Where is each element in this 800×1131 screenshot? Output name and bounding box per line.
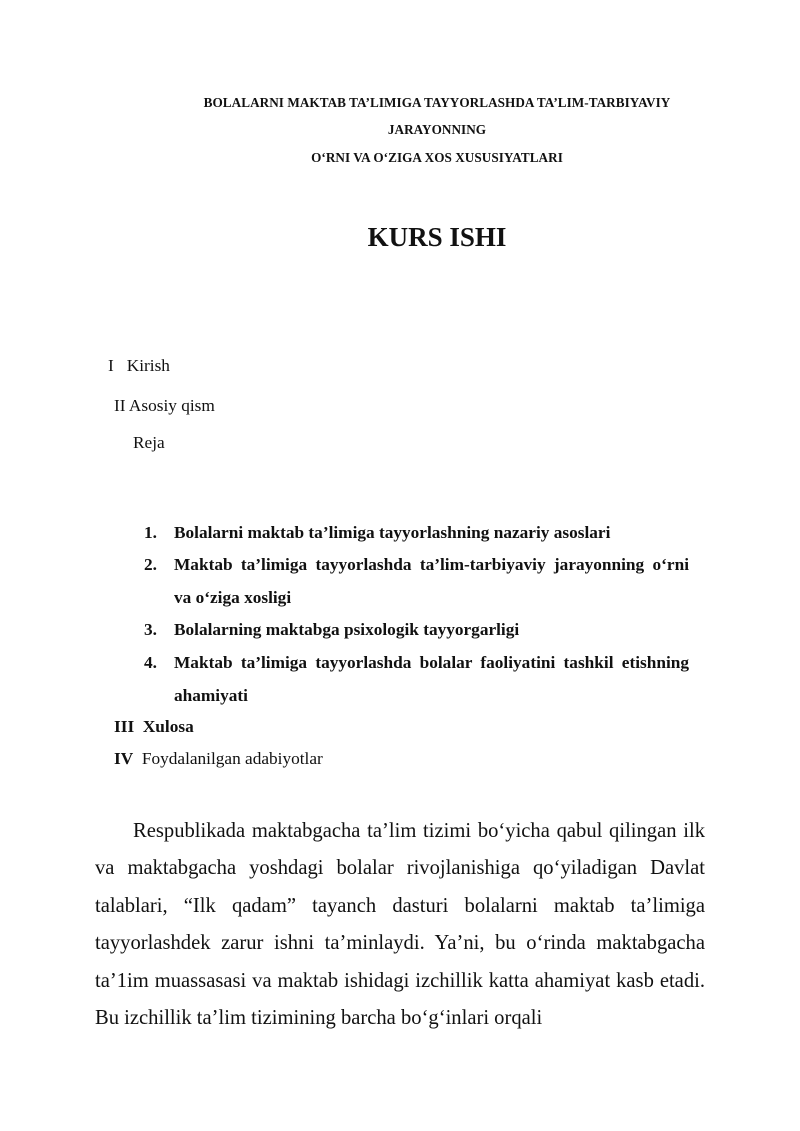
- section-xulosa: [114, 717, 194, 737]
- section-adabiyotlar-number: IV: [114, 749, 134, 768]
- section-adabiyotlar: [114, 749, 323, 769]
- plan-item-text: Maktab ta’limiga tayyorlashda bolalar faoliyatini tashkil etishning ahamiyati: [174, 653, 689, 705]
- plan-item-number: 1.: [144, 523, 157, 542]
- plan-item-number: 3.: [144, 620, 157, 639]
- plan-item-4: [144, 647, 689, 712]
- document-type-heading: KURS ISHI: [367, 222, 507, 252]
- plan-item-2: [144, 549, 689, 614]
- section-kirish-label: Kirish: [126, 356, 170, 375]
- section-asosiy-qism: II Asosiy qism: [114, 396, 215, 415]
- section-adabiyotlar-label: Foydalanilgan adabiyotlar: [141, 749, 323, 768]
- plan-item-1: [144, 517, 689, 550]
- plan-item-text: Bolalarni maktab ta’limiga tayyorlashning nazariy asoslari: [174, 523, 611, 542]
- title-line-1: BOLALARNI MAKTAB TA’LIMIGA TAYYORLASHDA TA’LIM-TARBIYAVIY: [203, 95, 671, 110]
- title-line-2: JARAYONNING: [387, 122, 487, 137]
- section-xulosa-label: Xulosa: [142, 717, 194, 736]
- body-paragraph: Respublikada maktabgacha ta’lim tizimi bo‘yicha qabul qilingan ilk va maktabgacha yoshdagi bolalar rivojlanishiga qo‘yiladigan Davlat talablari, “Ilk qadam” tayanch dasturi bolalarni maktab ta’limiga tayyorlashdek zarur ishni ta’minlaydi. Ya’ni, bu o‘rinda maktabgacha ta’1im muassasasi va maktab ishidagi izchillik katta ahamiyat kasb etadi. Bu izchillik ta’lim tizimining barcha bo‘g‘inlari orqali: [95, 820, 705, 1030]
- section-kirish: [108, 356, 170, 376]
- title-line-3: O‘RNI VA O‘ZIGA XOS XUSUSIYATLARI: [311, 150, 563, 165]
- plan-item-text: Bolalarning maktabga psixologik tayyorgarligi: [174, 620, 520, 639]
- plan-item-number: 4.: [144, 653, 157, 672]
- plan-item-number: 2.: [144, 555, 157, 574]
- reja-label: Reja: [133, 433, 165, 452]
- section-xulosa-number: III: [114, 717, 135, 736]
- plan-item-text: Maktab ta’limiga tayyorlashda ta’lim-tarbiyaviy jarayonning o‘rni va o‘ziga xosligi: [174, 555, 689, 607]
- section-kirish-number: I: [108, 356, 114, 375]
- plan-item-3: [144, 614, 689, 647]
